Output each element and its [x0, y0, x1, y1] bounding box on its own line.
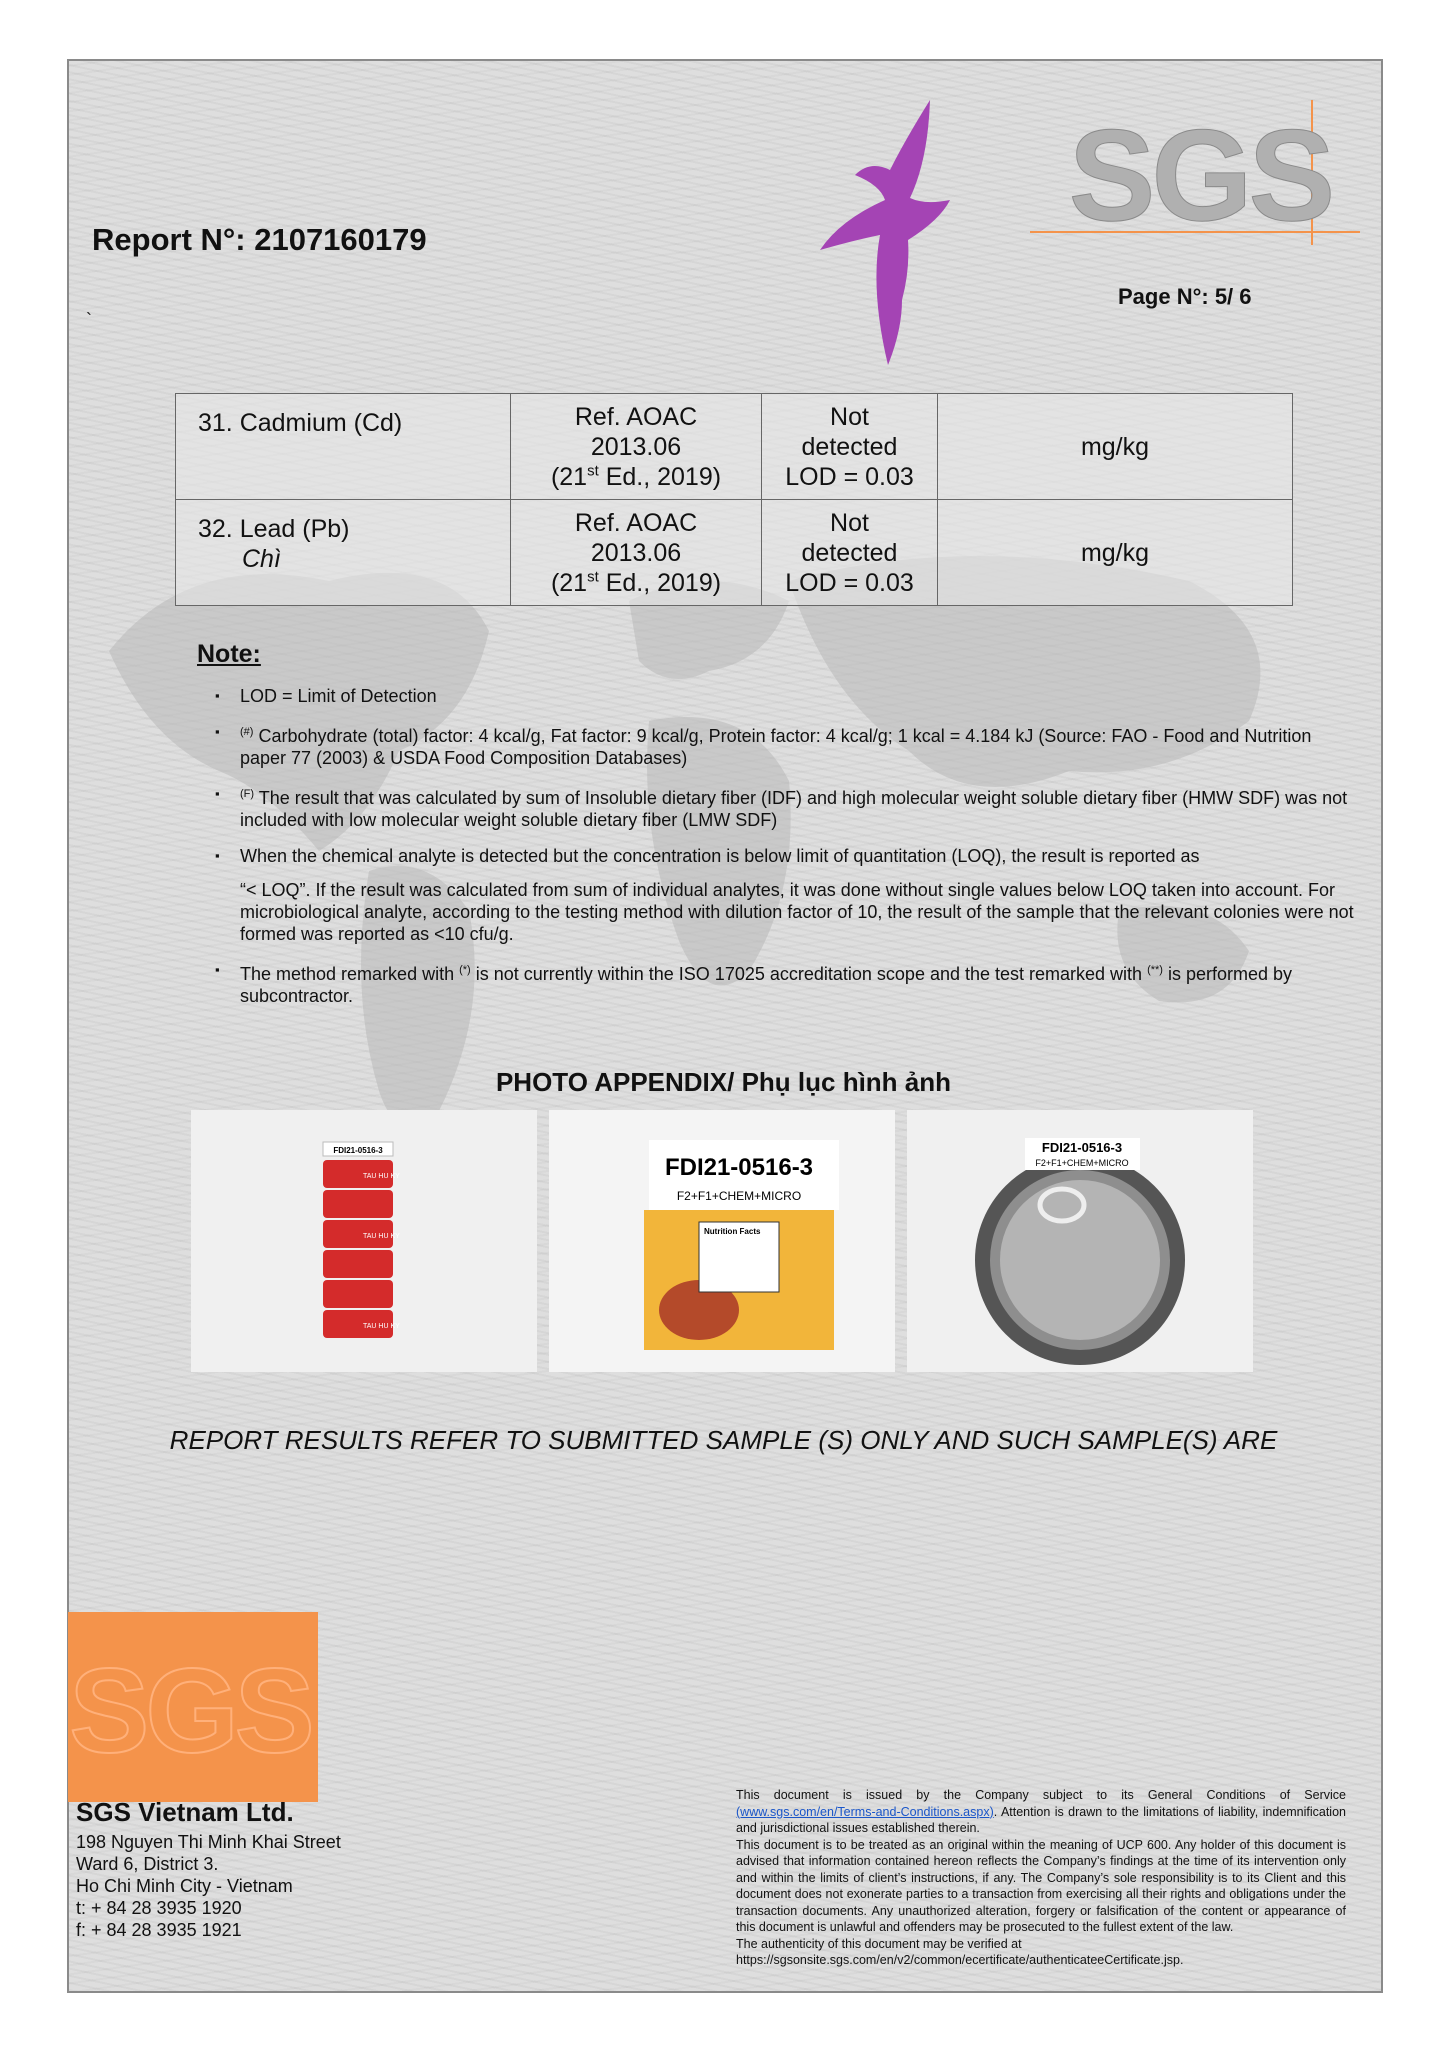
analyte-name: 32. Lead (Pb) — [198, 515, 350, 543]
terms-link[interactable]: (www.sgs.com/en/Terms-and-Conditions.aspx) — [736, 1804, 994, 1819]
photo-appendix-title: PHOTO APPENDIX/ Phụ lục hình ảnh — [495, 1067, 952, 1097]
svg-text:TAU HU KY: TAU HU KY — [363, 1233, 400, 1240]
bird-logo-icon — [810, 100, 960, 365]
sample-photo-stack — [191, 1110, 537, 1372]
method-line: Ref. AOAC — [574, 402, 698, 431]
list-item: ▪ (#) Carbohydrate (total) factor: 4 kcal/g, Fat factor: 9 kcal/g, Protein factor: 4 kcal/g; 1 kcal = 4.184 kJ (Source: FAO - Food and Nutrition paper 77 (2003) & USDA Food Composition Databases) — [215, 721, 1355, 769]
method-line: Ref. AOAC — [574, 508, 698, 537]
analyte-cell — [176, 500, 511, 606]
analyte-name-vi: Chì — [242, 545, 281, 573]
result-line: detected — [801, 432, 898, 461]
result-line: LOD = 0.03 — [785, 568, 914, 597]
svg-text:TAU HU KY: TAU HU KY — [363, 1323, 400, 1330]
svg-text:F2+F1+CHEM+MICRO: F2+F1+CHEM+MICRO — [676, 1189, 802, 1203]
notes-list — [215, 685, 1355, 1021]
svg-text:TAU HU KY: TAU HU KY — [363, 1173, 400, 1180]
result-line: Not — [830, 508, 869, 537]
result-line: LOD = 0.03 — [785, 462, 914, 491]
company-address: 198 Nguyen Thi Minh Khai Street Ward 6, District 3. Ho Chi Minh City - Vietnam t: + 84 28 3935 1920 f: + 84 28 3935 1921 — [76, 1832, 341, 1940]
sgs-logo-text: SGS — [1068, 102, 1332, 245]
svg-text:FDI21-0516-3: FDI21-0516-3 — [333, 1146, 383, 1155]
page-number: Page N°: 5/ 6 — [1118, 284, 1252, 309]
svg-text:F2+F1+CHEM+MICRO: F2+F1+CHEM+MICRO — [1035, 1158, 1129, 1168]
list-item: ▪ When the chemical analyte is detected but the concentration is below limit of quantitation (LOQ), the result is reported as — [215, 845, 1355, 867]
method-line: 2013.06 — [590, 538, 682, 567]
unit-cell: mg/kg — [938, 394, 1293, 500]
sgs-footer-logo — [68, 1612, 318, 1802]
method-edition: (21st Ed., 2019) — [550, 462, 722, 491]
analyte-name: 31. Cadmium (Cd) — [198, 409, 403, 437]
terms-text: This document is issued by the Company subject to its General Conditions of Service (www.sgs.com/en/Terms-and-Conditions.aspx). Attention is drawn to the limitations of liability, indemnification and jurisdictional issues established therein. This document is to be treated as an original within the meaning of UCP 600. Any holder of this document is advised that information contained hereon reflects the Company’s findings at the time of its intervention only and within the limits of client’s instructions, if any. The Company’s sole responsibility is to its Client and this document does not exonerate parties to a transaction from exercising all their rights and obligations under the transaction documents. Any unauthorized alteration, forgery or falsification of the content or appearance of this document is unlawful and offenders may be prosecuted to the fullest extent of the law. The authenticity of this document may be verified at https://sgsonsite.sgs.com/en/v2/common/ecertificate/authenticateeCertificate.jsp. — [736, 1788, 1346, 1967]
svg-text:FDI21-0516-3: FDI21-0516-3 — [664, 1154, 814, 1181]
svg-text:Nutrition Facts: Nutrition Facts — [704, 1227, 761, 1236]
result-line: Not — [830, 402, 869, 431]
unit-cell: mg/kg — [938, 500, 1293, 606]
list-item: ▪ LOD = Limit of Detection — [215, 685, 1355, 707]
company-name: SGS Vietnam Ltd. — [76, 1797, 294, 1827]
method-cell — [511, 500, 762, 606]
method-line: 2013.06 — [590, 432, 682, 461]
list-item: ▪ $^{(F)}$ The result that was calculated by sum of Insoluble dietary fiber (IDF) and high molecular weight soluble dietary fiber (HMW SDF) was not included with low molecular weight soluble dietary fiber (LMW SDF) — [215, 783, 1355, 831]
verification-url: https://sgsonsite.sgs.com/en/v2/common/ecertificate/authenticateeCertificate.jsp. — [736, 1953, 1184, 1967]
svg-text:FDI21-0516-3: FDI21-0516-3 — [1041, 1140, 1123, 1155]
table-row — [176, 500, 1293, 606]
table-row — [176, 394, 1293, 500]
result-line: detected — [801, 538, 898, 567]
sample-photo-label — [549, 1110, 895, 1372]
results-table — [175, 393, 1293, 606]
sgs-footer-logo-text: SGS — [69, 1644, 311, 1778]
method-edition: (21st Ed., 2019) — [550, 568, 722, 597]
list-item-continuation: “< LOQ”. If the result was calculated from sum of individual analytes, it was done without single values below LOQ taken into account. For microbiological analyte, according to the testing method with dilution factor of 10, the result of the sample that the relevant colonies were not formed was reported as <10 cfu/g. — [240, 880, 1354, 944]
list-item: ▪ The method remarked with (*) is not currently within the ISO 17025 accreditation scope and the test remarked with (**) is performed by subcontractor. — [215, 959, 1355, 1007]
result-cell — [762, 500, 938, 606]
sample-photo-lid — [907, 1110, 1253, 1372]
note-title: Note: — [197, 640, 261, 668]
stray-mark: ` — [86, 310, 92, 330]
analyte-cell — [176, 394, 511, 500]
method-cell — [511, 394, 762, 500]
sgs-logo — [1030, 100, 1360, 245]
report-number: Report N°: 2107160179 — [92, 222, 427, 257]
disclaimer-text: REPORT RESULTS REFER TO SUBMITTED SAMPLE (S) ONLY AND SUCH SAMPLE(S) ARE — [169, 1425, 1278, 1455]
result-cell — [762, 394, 938, 500]
